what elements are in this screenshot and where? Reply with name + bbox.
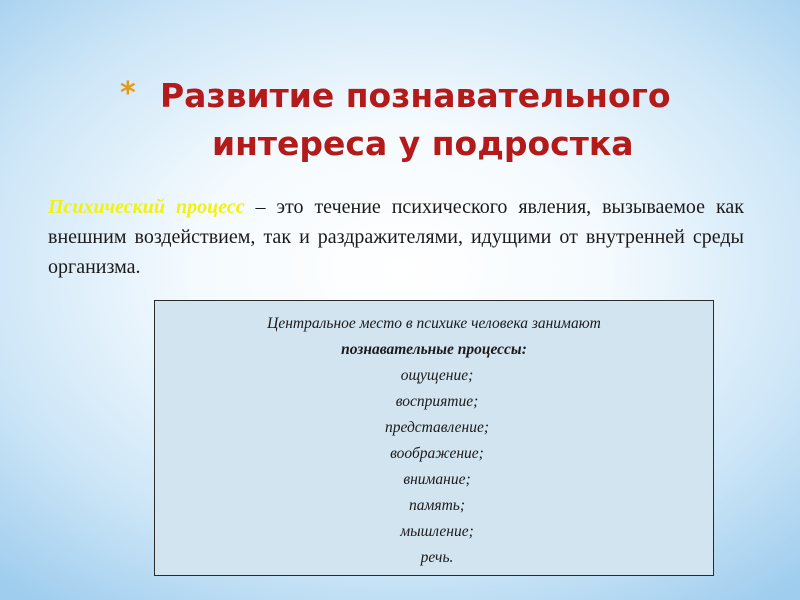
process-item-label: внимание; xyxy=(403,471,471,488)
process-item-label: ощущение; xyxy=(400,367,474,384)
box-intro: Центральное место в психике человека занимают xyxy=(267,315,601,332)
title-bullet: * xyxy=(120,76,136,111)
process-item xyxy=(155,363,713,389)
definition-term: Психический процесс xyxy=(48,196,245,218)
process-item-label: память; xyxy=(408,497,465,514)
process-item-label: восприятие; xyxy=(395,393,479,410)
process-item xyxy=(155,389,713,415)
process-item-label: воображение; xyxy=(390,445,484,462)
box-heading: познавательные процессы: xyxy=(341,341,527,358)
title-line-1: Развитие познавательного xyxy=(160,76,671,115)
definition-paragraph xyxy=(48,192,744,282)
process-item-label: мышление; xyxy=(400,523,474,540)
process-item-label: речь. xyxy=(420,549,454,566)
process-item xyxy=(155,545,713,571)
title-line-2: интереса у подростка xyxy=(212,124,634,163)
process-item xyxy=(155,467,713,493)
slide-title xyxy=(120,72,760,168)
process-item xyxy=(155,415,713,441)
definition-text: – это течение психического явления, вызываемое как внешним воздействием, так и раздражителями, идущими от внутренней среды организма. xyxy=(48,196,744,278)
process-item xyxy=(155,493,713,519)
process-item-label: представление; xyxy=(384,419,490,436)
cognitive-processes-box xyxy=(154,300,714,576)
process-item xyxy=(155,441,713,467)
process-item xyxy=(155,519,713,545)
